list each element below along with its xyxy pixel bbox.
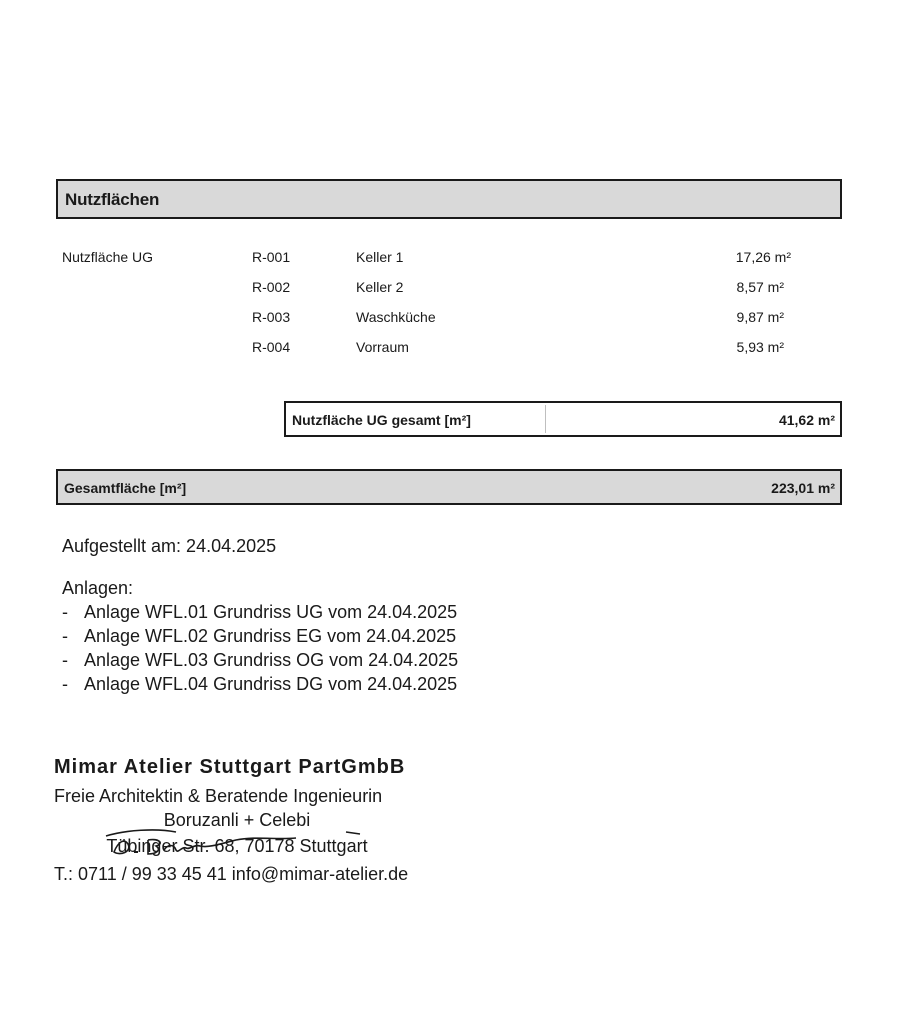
list-dash: - <box>62 626 68 646</box>
attachment-text: Anlage WFL.04 Grundriss DG vom 24.04.2025 <box>84 674 458 694</box>
company-partners: Boruzanli + Celebi <box>163 810 311 830</box>
company-contact: T.: 0711 / 99 33 45 41 info@mimar-atelier.de <box>54 864 409 884</box>
signature <box>96 822 376 862</box>
section-title: Nutzflächen <box>65 190 160 209</box>
list-dash: - <box>62 674 68 694</box>
total-label: Gesamtfläche [m²] <box>64 480 187 496</box>
attachments-list <box>62 602 458 698</box>
company-address: Tübinger Str. 68, 70178 Stuttgart <box>106 836 368 856</box>
room-name: Keller 1 <box>356 249 404 265</box>
room-name: Keller 2 <box>356 279 404 295</box>
list-dash: - <box>62 650 68 670</box>
subtotal-value: 41,62 m² <box>778 412 835 428</box>
list-dash: - <box>62 602 68 622</box>
total-box <box>56 469 842 505</box>
company-name: Mimar Atelier Stuttgart PartGmbB <box>54 756 406 778</box>
section-header <box>56 179 842 219</box>
subtotal-divider <box>545 405 546 433</box>
subtotal-box <box>284 401 842 437</box>
floor-label: Nutzfläche UG <box>62 249 154 265</box>
room-area: 8,57 m² <box>736 279 784 295</box>
room-name: Vorraum <box>356 339 409 355</box>
list-item <box>62 602 458 626</box>
room-area: 9,87 m² <box>736 309 784 325</box>
company-subtitle: Freie Architektin & Beratende Ingenieurin <box>54 786 383 806</box>
room-area: 17,26 m² <box>735 249 791 265</box>
room-id: R-003 <box>252 309 291 325</box>
subtotal-label: Nutzfläche UG gesamt [m²] <box>292 412 471 428</box>
attachment-text: Anlage WFL.02 Grundriss EG vom 24.04.2025 <box>84 626 457 646</box>
room-id: R-004 <box>252 339 291 355</box>
list-item <box>62 674 458 698</box>
total-value: 223,01 m² <box>771 480 835 496</box>
list-item <box>62 650 458 674</box>
attachment-text: Anlage WFL.01 Grundriss UG vom 24.04.2025 <box>84 602 458 622</box>
created-date: Aufgestellt am: 24.04.2025 <box>62 536 277 556</box>
room-id: R-001 <box>252 249 291 265</box>
room-area: 5,93 m² <box>736 339 784 355</box>
attachments-heading: Anlagen: <box>62 578 134 598</box>
attachment-text: Anlage WFL.03 Grundriss OG vom 24.04.2025 <box>84 650 459 670</box>
room-name: Waschküche <box>356 309 436 325</box>
list-item <box>62 626 458 650</box>
room-id: R-002 <box>252 279 291 295</box>
